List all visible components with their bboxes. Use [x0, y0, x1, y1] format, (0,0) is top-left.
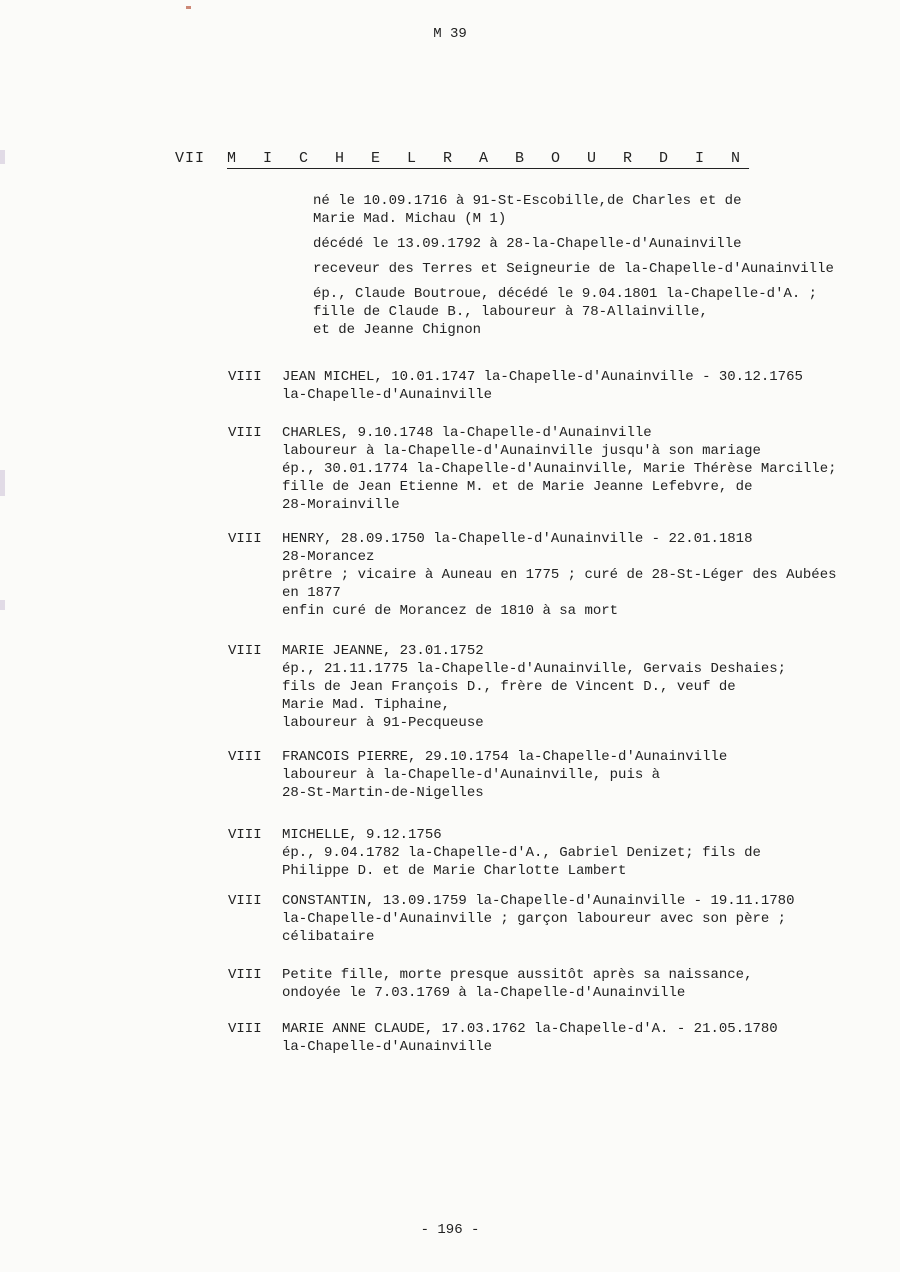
child-text-line: MICHELLE, 9.12.1756	[282, 827, 442, 843]
child-generation: VIII	[228, 425, 262, 441]
detail-line: né le 10.09.1716 à 91-St-Escobille,de Charles et de Marie Mad. Michau (M 1)	[313, 193, 742, 227]
child-generation: VIII	[228, 643, 262, 659]
child-text-line: laboureur à la-Chapelle-d'Aunainville jusqu'à son mariage	[282, 443, 761, 459]
child-text-line: fille de Jean Etienne M. et de Marie Jeanne Lefebvre, de	[282, 479, 753, 495]
child-text-line: ép., 30.01.1774 la-Chapelle-d'Aunainville, Marie Thérèse Marcille;	[282, 461, 837, 477]
detail-line: ép., Claude Boutroue, décédé le 9.04.1801 la-Chapelle-d'A. ; fille de Claude B., laboureur à 78-Allainville, et de Jeanne Chignon	[313, 286, 818, 338]
child-generation: VIII	[228, 749, 262, 765]
child-text-line: Philippe D. et de Marie Charlotte Lambert	[282, 863, 627, 879]
child-text-line: ondoyée le 7.03.1769 à la-Chapelle-d'Aunainville	[282, 985, 686, 1001]
detail-line: receveur des Terres et Seigneurie de la-Chapelle-d'Aunainville	[313, 261, 834, 277]
child-text-line: ép., 9.04.1782 la-Chapelle-d'A., Gabriel Denizet; fils de	[282, 845, 761, 861]
child-generation: VIII	[228, 531, 262, 547]
child-text-line: fils de Jean François D., frère de Vincent D., veuf de	[282, 679, 736, 695]
detail-line: décédé le 13.09.1792 à 28-la-Chapelle-d'Aunainville	[313, 236, 742, 252]
child-text	[282, 424, 837, 514]
child-text-line: 28-Morancez	[282, 549, 375, 565]
person-name: M I C H E L R A B O U R D I N	[227, 150, 750, 167]
child-text-line: 28-Morainville	[282, 497, 400, 513]
child-text-line: laboureur à la-Chapelle-d'Aunainville, puis à	[282, 767, 661, 783]
edge-mark	[0, 150, 5, 164]
child-text	[282, 642, 786, 732]
child-text-line: la-Chapelle-d'Aunainville	[282, 387, 493, 403]
child-text-line: MARIE ANNE CLAUDE, 17.03.1762 la-Chapelle-d'A. - 21.05.1780	[282, 1021, 778, 1037]
child-text	[282, 826, 761, 880]
child-text-line: la-Chapelle-d'Aunainville	[282, 1039, 493, 1055]
child-text-line: laboureur à 91-Pecqueuse	[282, 715, 484, 731]
child-generation: VIII	[228, 827, 262, 843]
page-reference: M 39	[433, 26, 467, 42]
edge-mark	[0, 600, 5, 610]
child-text-line: ép., 21.11.1775 la-Chapelle-d'Aunainville, Gervais Deshaies;	[282, 661, 787, 677]
child-text	[282, 966, 752, 1002]
child-generation: VIII	[228, 967, 262, 983]
child-text	[282, 530, 837, 620]
ink-mark	[186, 6, 191, 9]
child-text-line: Petite fille, morte presque aussitôt après sa naissance,	[282, 967, 753, 983]
child-generation: VIII	[228, 1021, 262, 1037]
child-text-line: 28-St-Martin-de-Nigelles	[282, 785, 484, 801]
child-text	[282, 368, 803, 404]
child-text-line: Marie Mad. Tiphaine,	[282, 697, 451, 713]
child-generation: VIII	[228, 893, 262, 909]
page-number: - 196 -	[420, 1222, 480, 1238]
child-text-line: FRANCOIS PIERRE, 29.10.1754 la-Chapelle-d'Aunainville	[282, 749, 728, 765]
main-person-heading	[175, 150, 749, 167]
child-text-line: prêtre ; vicaire à Auneau en 1775 ; curé de 28-St-Léger des Aubées	[282, 567, 837, 583]
child-text-line: CHARLES, 9.10.1748 la-Chapelle-d'Aunainville	[282, 425, 652, 441]
child-text-line: en 1877	[282, 585, 341, 601]
child-text-line: MARIE JEANNE, 23.01.1752	[282, 643, 484, 659]
child-text-line: CONSTANTIN, 13.09.1759 la-Chapelle-d'Aunainville - 19.11.1780	[282, 893, 795, 909]
child-text-line: JEAN MICHEL, 10.01.1747 la-Chapelle-d'Aunainville - 30.12.1765	[282, 369, 803, 385]
main-person-details	[313, 192, 834, 346]
child-text-line: célibataire	[282, 929, 375, 945]
child-generation: VIII	[228, 369, 262, 385]
child-text-line: la-Chapelle-d'Aunainville ; garçon laboureur avec son père ;	[282, 911, 787, 927]
child-text	[282, 892, 794, 946]
generation-number: VII	[175, 150, 206, 167]
edge-mark	[0, 470, 5, 496]
child-text-line: enfin curé de Morancez de 1810 à sa mort	[282, 603, 619, 619]
child-text-line: HENRY, 28.09.1750 la-Chapelle-d'Aunainville - 22.01.1818	[282, 531, 753, 547]
child-text	[282, 1020, 778, 1056]
child-text	[282, 748, 727, 802]
